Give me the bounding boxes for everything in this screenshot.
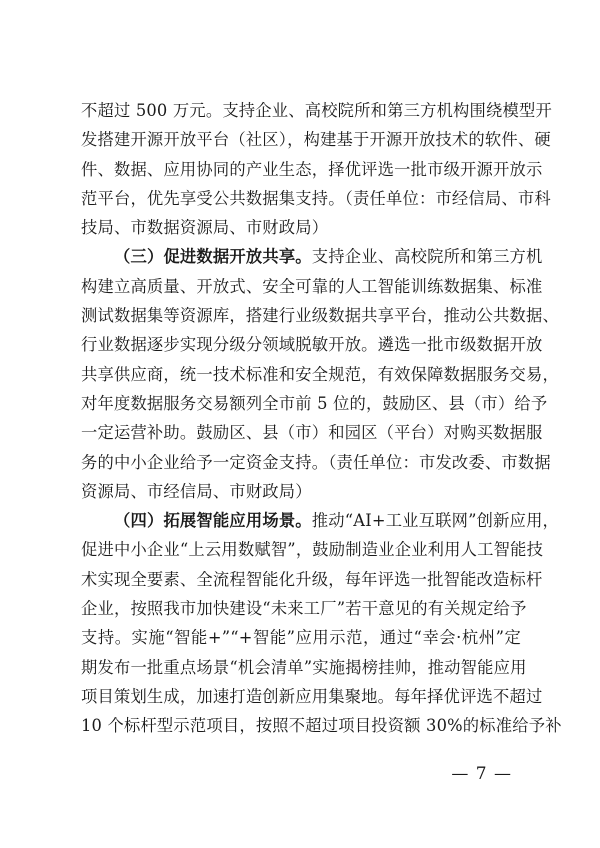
line-text: 项目策划生成，加速打造创新应用集聚地。每年择优评选不超过 xyxy=(81,686,543,706)
text-line xyxy=(81,213,521,242)
text-line xyxy=(81,506,560,535)
text-line xyxy=(81,594,527,623)
text-line xyxy=(81,125,551,154)
line-text: 发搭建开源开放平台（社区），构建基于开源开放技术的软件、硬 xyxy=(81,130,551,150)
document-body xyxy=(81,96,562,741)
text-line xyxy=(81,184,551,213)
line-text: 对年度数据服务交易额列全市前 5 位的，鼓励区、县（市）给予 xyxy=(81,393,548,413)
line-text: 10 个标杆型示范项目，按照不超过项目投资额 30%的标准给予补 xyxy=(81,716,562,736)
text-line xyxy=(81,711,562,740)
page-number: — 7 — xyxy=(451,764,512,784)
section-heading: （三）促进数据开放共享。 xyxy=(114,247,312,267)
text-line xyxy=(81,330,543,359)
text-line xyxy=(81,477,521,506)
line-text: 推动“AI+工业互联网”创新应用， xyxy=(311,511,560,531)
text-line xyxy=(81,653,527,682)
text-line xyxy=(81,96,552,125)
line-text: 测试数据集等资源库，搭建行业级数据共享平台，推动公共数据、 xyxy=(81,306,559,326)
text-line xyxy=(81,623,521,652)
text-line xyxy=(81,535,544,564)
text-line xyxy=(81,155,543,184)
line-text: 技局、市数据资源局、市财政局） xyxy=(81,218,329,238)
line-text: 件、数据、应用协同的产业生态，择优评选一批市级开源开放示 xyxy=(81,159,543,179)
line-text: 不超过 500 万元。支持企业、高校院所和第三方机构围绕模型开 xyxy=(81,101,552,120)
text-line xyxy=(81,682,543,711)
line-text: 促进中小企业“上云用数赋智”，鼓励制造业企业利用人工智能技 xyxy=(81,540,544,560)
line-text: 一定运营补助。鼓励区、县（市）和园区（平台）对购买数据服 xyxy=(81,423,543,443)
line-text: 构建立高质量、开放式、安全可靠的人工智能训练数据集、标准 xyxy=(81,276,543,296)
text-line xyxy=(81,242,543,271)
line-text: 共享供应商，统一技术标准和安全规范，有效保障数据服务交易， xyxy=(81,364,559,384)
text-line xyxy=(81,360,559,389)
line-text: 务的中小企业给予一定资金支持。（责任单位：市发改委、市数据 xyxy=(81,452,551,472)
line-text: 期发布一批重点场景“机会清单”实施揭榜挂帅，推动智能应用 xyxy=(81,657,527,677)
text-line xyxy=(81,565,543,594)
line-text: 企业，按照我市加快建设“未来工厂”若干意见的有关规定给予 xyxy=(81,599,527,619)
line-text: 支持。实施“智能+”“+智能”应用示范，通过“幸会·杭州”定 xyxy=(81,628,521,648)
section-heading: （四）拓展智能应用场景。 xyxy=(114,511,312,531)
line-text: 术实现全要素、全流程智能化升级，每年评选一批智能改造标杆 xyxy=(81,569,543,589)
text-line xyxy=(81,301,559,330)
text-line xyxy=(81,389,548,418)
line-text: 支持企业、高校院所和第三方机 xyxy=(311,247,543,267)
text-line xyxy=(81,448,551,477)
text-line xyxy=(81,272,543,301)
line-text: 资源局、市经信局、市财政局） xyxy=(81,481,312,501)
line-text: 范平台，优先享受公共数据集支持。（责任单位：市经信局、市科 xyxy=(81,188,551,208)
text-line xyxy=(81,418,543,447)
line-text: 行业数据逐步实现分级分领域脱敏开放。遴选一批市级数据开放 xyxy=(81,335,543,355)
